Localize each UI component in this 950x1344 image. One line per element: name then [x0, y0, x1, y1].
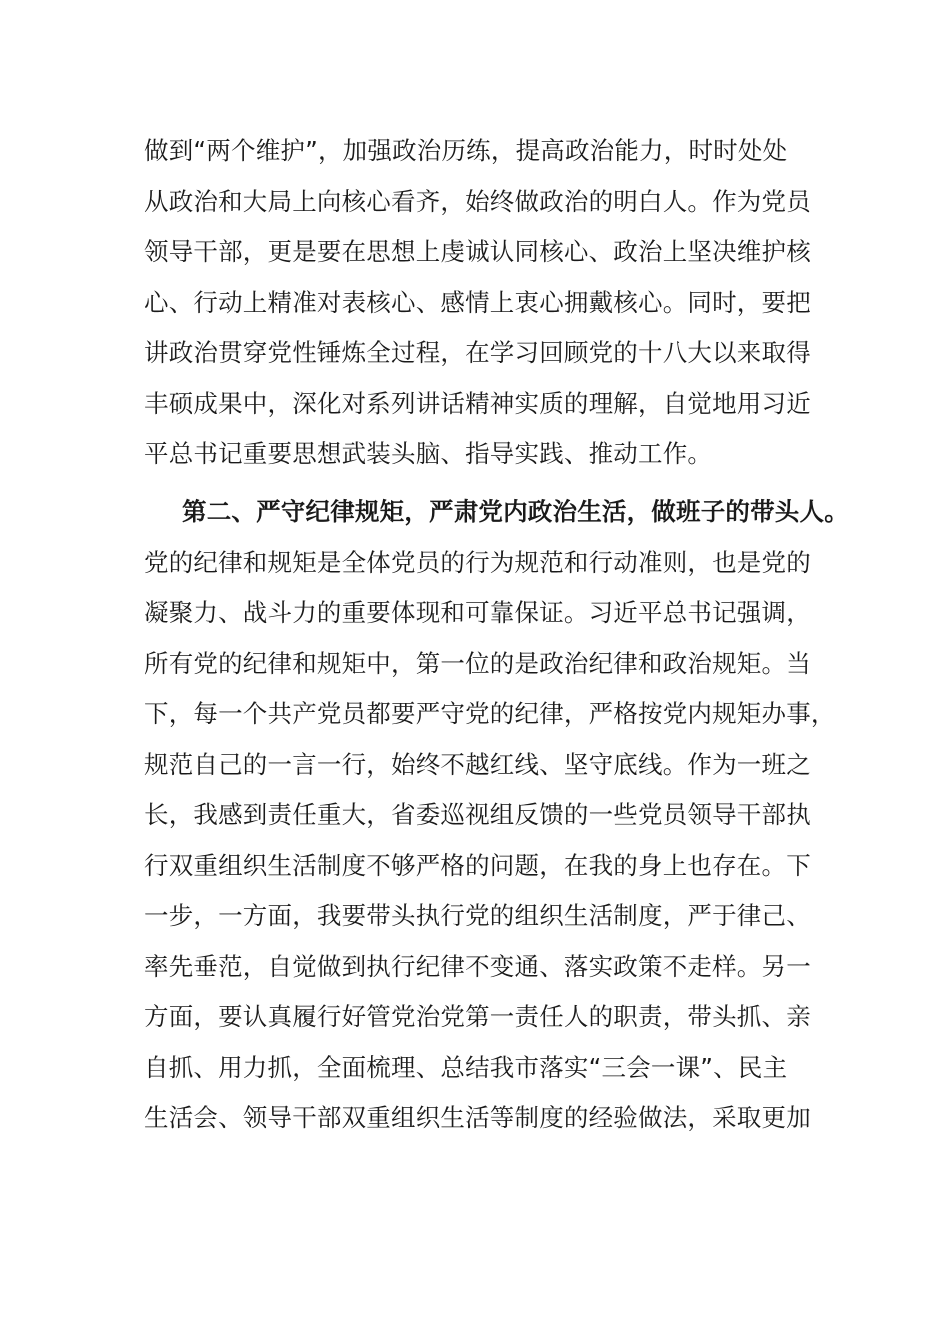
paragraph-line: 党的纪律和规矩是全体党员的行为规范和行动准则，也是党的: [144, 547, 811, 577]
paragraph-line: 下，每一个共产党员都要严守党的纪律，严格按党内规矩办事，: [144, 699, 836, 728]
paragraph-line: 心、行动上精准对表核心、感情上衷心拥戴核心。同时，要把: [144, 287, 811, 317]
paragraph-1: [144, 126, 824, 480]
paragraph-line: 一步，一方面，我要带头执行党的组织生活制度，严于律己、: [144, 901, 811, 930]
paragraph-line: 所有党的纪律和规矩中，第一位的是政治纪律和政治规矩。当: [144, 648, 811, 678]
paragraph-line: 领导干部，更是要在思想上虔诚认同核心、政治上坚决维护核: [144, 237, 811, 266]
paragraph-line: 从政治和大局上向核心看齐，始终做政治的明白人。作为党员: [144, 186, 811, 216]
paragraph-line: 方面，要认真履行好管党治党第一责任人的职责，带头抓、亲: [144, 1002, 811, 1031]
paragraph-2: [144, 487, 849, 1144]
paragraph-line: 率先垂范，自觉做到执行纪律不变通、落实政策不走样。另一: [144, 951, 811, 981]
paragraph-line: 行双重组织生活制度不够严格的问题，在我的身上也存在。下: [144, 850, 811, 880]
paragraph-line: 做到“两个维护”，加强政治历练，提高政治能力，时时处处: [144, 136, 788, 165]
paragraph-line: 凝聚力、战斗力的重要体现和可靠保证。习近平总书记强调，: [144, 598, 811, 627]
paragraph-line: 平总书记重要思想武装头脑、指导实践、推动工作。: [144, 439, 713, 468]
section-heading: 第二、严守纪律规矩，严肃党内政治生活，做班子的带头人。: [182, 497, 849, 526]
paragraph-line: 生活会、领导干部双重组织生活等制度的经验做法，采取更加: [144, 1103, 811, 1132]
paragraph-line: 自抓、用力抓，全面梳理、总结我市落实“三会一课”、民主: [144, 1052, 788, 1082]
paragraph-line: 规范自己的一言一行，始终不越红线、坚守底线。作为一班之: [144, 749, 811, 779]
paragraph-line: 长，我感到责任重大，省委巡视组反馈的一些党员领导干部执: [144, 800, 811, 829]
paragraph-line: 讲政治贯穿党性锤炼全过程，在学习回顾党的十八大以来取得: [144, 338, 811, 367]
paragraph-line: 丰硕成果中，深化对系列讲话精神实质的理解，自觉地用习近: [144, 388, 811, 418]
